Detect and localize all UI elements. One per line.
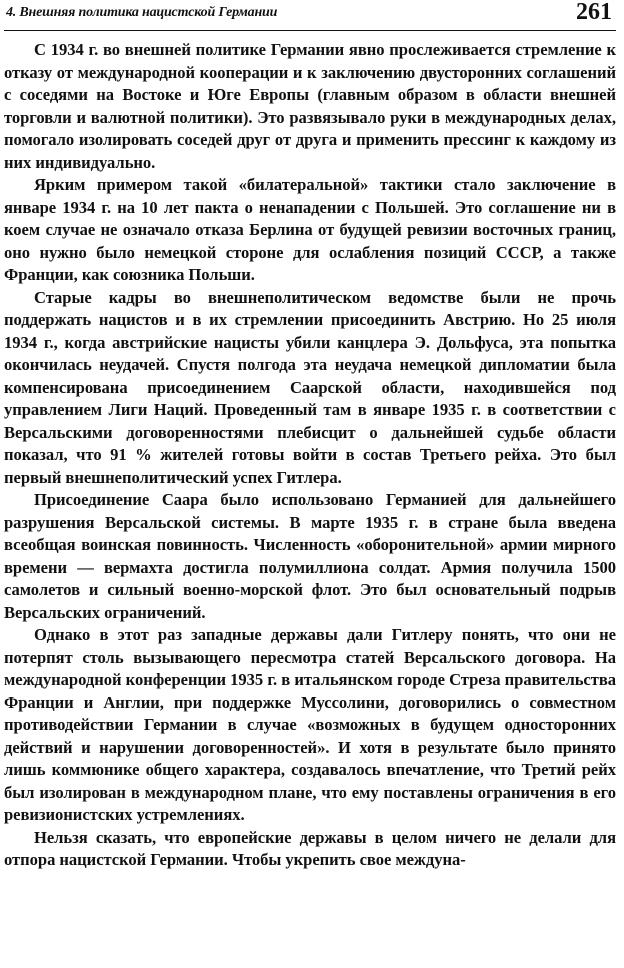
body-text bbox=[4, 31, 616, 872]
paragraph: Однако в этот раз западные державы дали Гитлеру понять, что они не потерпят столь вызывающего пересмотра статей Версальского договора. На международной конференции 1935 г. в итальянском городе Стреза правительства Франции и Англии, при поддержке Муссолини, договорились о совместном противодействии Германии в случае «возможных в будущем односторонних действий и нарушении договоренностей». И хотя в результате было принято лишь коммюнике общего характера, создавалось впечатление, что Третий рейх был изолирован в международном плане, что ему поставлены ограничения в его ревизионистских устремлениях. bbox=[4, 625, 616, 824]
paragraph: Присоединение Саара было использовано Германией для дальнейшего разрушения Версальской системы. В марте 1935 г. в стране была введена всеобщая воинская повинность. Численность «оборонительной» армии мирного времени — вермахта достигла полумиллиона солдат. Армия получила 1500 самолетов и сильный военно-морской флот. Это был основательный подрыв Версальских ограничений. bbox=[4, 490, 616, 622]
page-header bbox=[4, 0, 616, 31]
paragraph: Ярким примером такой «билатеральной» тактики стало заключение в январе 1934 г. на 10 лет пакта о ненападении с Польшей. Это соглашение ни в коем случае не означало отказа Берлина от будущей ревизии восточных границ, оно нужно было немецкой стороне для ослабления позиций СССР, а также Франции, как союзника Польши. bbox=[4, 175, 616, 284]
paragraph: С 1934 г. во внешней политике Германии явно прослеживается стремление к отказу от международной кооперации и к заключению двусторонних соглашений с соседями на Востоке и Юге Европы (главным образом в области внешней торговли и валютной политики). Это развязывало руки в международных делах, помогало изолировать соседей друг от друга и применить прессинг к каждому из них индивидуально. bbox=[4, 40, 616, 172]
chapter-title: 4. Внешняя политика нацистской Германии bbox=[6, 5, 278, 20]
page-number: 261 bbox=[576, 0, 612, 25]
paragraph: Старые кадры во внешнеполитическом ведомстве были не прочь поддержать нацистов и в их стремлении присоединить Австрию. Но 25 июля 1934 г., когда австрийские нацисты убили канцлера Э. Дольфуса, эта попытка окончилась неудачей. Спустя полгода эта неудача немецкой дипломатии была компенсирована присоединением Саарской области, находившейся под управлением Лиги Наций. Проведенный там в январе 1935 г. в соответствии с Версальскими договоренностями плебисцит о дальнейшей судьбе области показал, что 91 % жителей готовы войти в состав Третьего рейха. Это был первый внешнеполитический успех Гитлера. bbox=[4, 287, 616, 487]
paragraph: Нельзя сказать, что европейские державы в целом ничего не делали для отпора нацистской Германии. Чтобы укрепить свое междуна- bbox=[4, 827, 616, 869]
